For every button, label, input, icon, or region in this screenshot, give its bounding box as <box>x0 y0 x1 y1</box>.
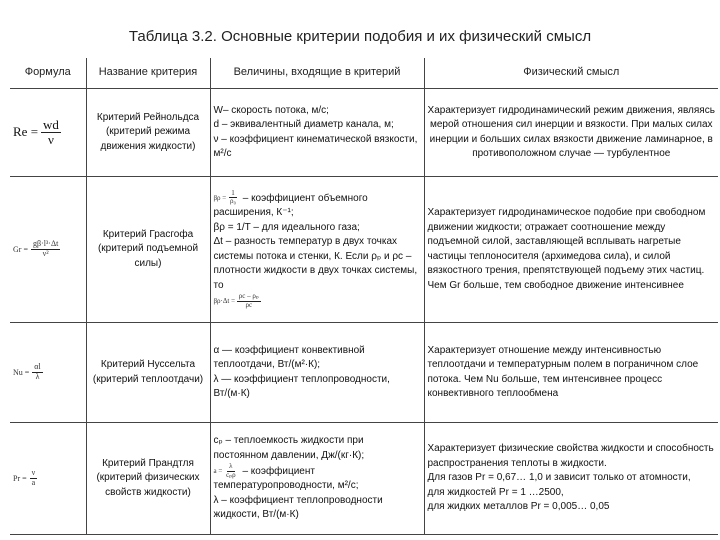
criterion-meaning: Характеризует гидродинамическое подобие при свободном движении жидкости; отражает соотношение между подъемной силой, заставляющей всплывать нагретые частицы теплоносителя (архимедова сила), и силой вязкостного трения, препятствующей подъему этих частиц. Чем Gr больше, тем свободное движение интенсивнее <box>424 177 718 323</box>
formula-cell <box>10 323 86 423</box>
table-title: Таблица 3.2. Основные критерии подобия и их физический смысл <box>128 28 592 45</box>
criterion-vars: βρ = $\frac{1}{\text{ρ₀}}$ – коэффициент объемного расширения, К⁻¹; βρ = 1/T – для идеального газа; Δt – разность температур в двух точках системы потока и стенки, К. Если ρₚ и ρc – плотности жидкости в двух точках системы, то βρ·Δt = $\frac{\text{ρc – ρₚ}}{\rho c}$ <box>210 177 424 323</box>
diffusivity-formula: a = $\frac{\lambda}{\text{cₚρ}}$ <box>213 462 236 479</box>
header-meaning: Физический смысл <box>424 58 718 89</box>
criterion-name: Критерий Грасгофа (критерий подъемной силы) <box>86 177 210 323</box>
nusselt-formula: Nu = $\frac{\alpha l}{\lambda}$ <box>13 362 41 381</box>
table-row <box>10 323 718 423</box>
criterion-meaning: Характеризует отношение между интенсивностью теплоотдачи и температурным полем в пограничном слое потока. Чем Nu больше, тем интенсивнее процесс конвективного теплообмена <box>424 323 718 423</box>
formula-cell <box>10 423 86 535</box>
table-row <box>10 177 718 323</box>
criterion-meaning: Характеризует гидродинамический режим движения, являясь мерой отношения сил инерции и вязкости. При малых силах инерции и больших силах вязкости движение ламинарное, в противоположном случае — турбулентное <box>424 89 718 177</box>
prandtl-formula: Pr = $\frac{\nu}{a}$ <box>13 468 36 487</box>
criterion-vars: cₚ – теплоемкость жидкости при постоянном давлении, Дж/(кг·К); a = $\frac{\lambda}{\text{cₚρ}}$ – коэффициент температуропроводности, м²/с; λ – коэффициент теплопроводности жидкости, Вт/(м·К) <box>210 423 424 535</box>
criterion-name: Критерий Рейнольдса (критерий режима движения жидкости) <box>86 89 210 177</box>
criterion-vars: W– скорость потока, м/с; d – эквивалентный диаметр канала, м; ν – коэффициент кинематической вязкости, м²/с <box>210 89 424 177</box>
reynolds-formula: Re = $\frac{wd}{\nu}$ <box>13 116 59 147</box>
criterion-vars: α — коэффициент конвективной теплоотдачи, Вт/(м²·К); λ — коэффициент теплопроводности, Вт/(м·К) <box>210 323 424 423</box>
criterion-name: Критерий Нуссельта (критерий теплоотдачи) <box>86 323 210 423</box>
table-row <box>10 89 718 177</box>
header-name: Название критерия <box>86 58 210 89</box>
criterion-meaning: Характеризует физические свойства жидкости и способность распространения теплоты в жидкости. Для газов Pr = 0,67… 1,0 и зависит только от атомности, для жидкостей Pr = 1 …2500, для жидких металлов Pr = 0,005… 0,05 <box>424 423 718 535</box>
header-row <box>10 58 718 89</box>
header-formula: Формула <box>10 58 86 89</box>
criterion-name: Критерий Прандтля (критерий физических свойств жидкости) <box>86 423 210 535</box>
formula-cell <box>10 89 86 177</box>
table-row <box>10 423 718 535</box>
formula-cell <box>10 177 86 323</box>
beta-dt-formula: βρ·Δt = $\frac{\text{ρc – ρₚ}}{\rho c}$ <box>213 292 259 309</box>
header-vars: Величины, входящие в критерий <box>210 58 424 89</box>
criteria-table <box>10 58 718 535</box>
grashof-formula: Gr = $\frac{\text{gβ·l³·Δt}}{\text{ν²}}$ <box>13 239 59 258</box>
beta-formula: βρ = $\frac{1}{\text{ρ₀}}$ <box>213 188 236 206</box>
